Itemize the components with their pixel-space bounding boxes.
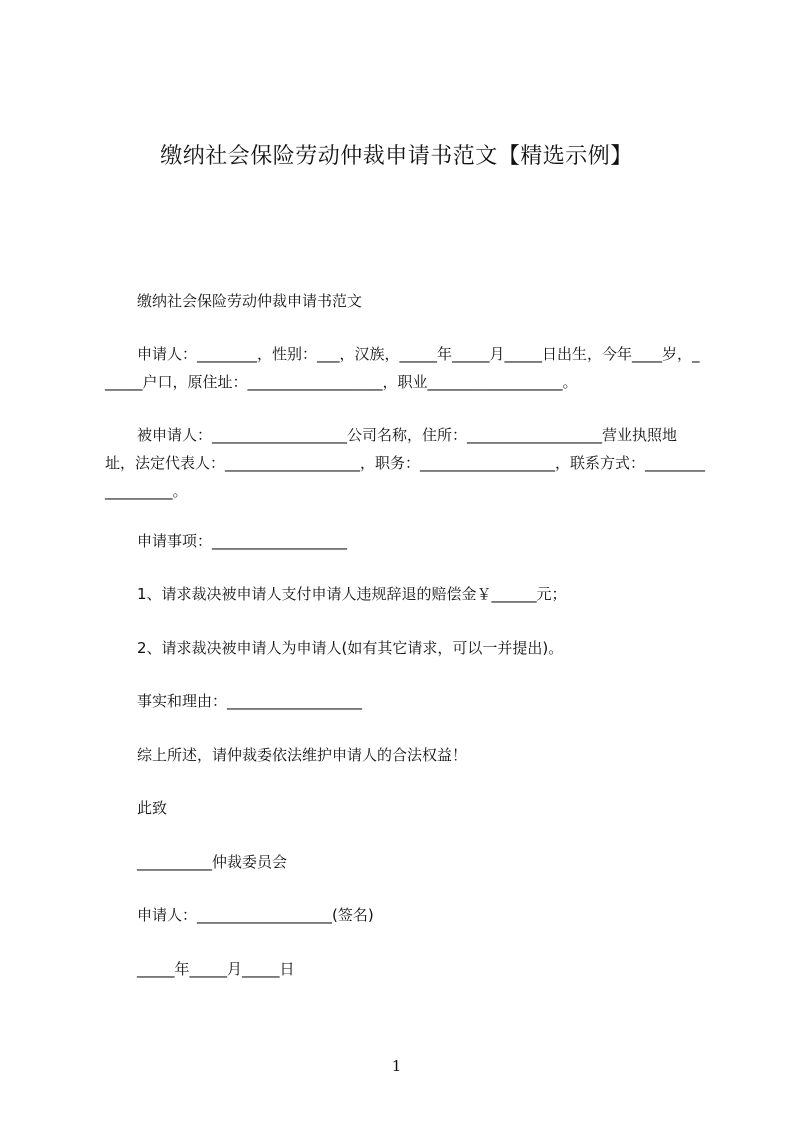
date-line: _____年_____月_____日 bbox=[137, 960, 295, 978]
request-item-1: 1、请求裁决被申请人支付申请人违规辞退的赔偿金￥______元； bbox=[137, 585, 567, 603]
committee-line: __________仲裁委员会 bbox=[137, 853, 288, 871]
applicant-info-paragraph: 申请人：________，性别：___，汉族，_____年_____月_____日出生，今年____岁，______户口，原住址：__________________，职业__________________。 bbox=[105, 345, 700, 391]
document-title: 缴纳社会保险劳动仲裁申请书范文【精选示例】 bbox=[160, 144, 633, 169]
salutation: 此致 bbox=[137, 799, 168, 817]
subtitle-paragraph: 缴纳社会保险劳动仲裁申请书范文 bbox=[137, 292, 363, 310]
conclusion-paragraph: 综上所述，请仲裁委依法维护申请人的合法权益！ bbox=[137, 746, 468, 764]
request-item-2: 2、请求裁决被申请人为申请人(如有其它请求，可以一并提出)。 bbox=[137, 639, 564, 657]
signature-line: 申请人：__________________(签名) bbox=[137, 906, 374, 924]
page-number: 1 bbox=[391, 1057, 402, 1075]
respondent-info-paragraph: 被申请人：__________________公司名称，住所：__________________营业执照地址，法定代表人：__________________，职务：__________________，联系方式：_________________。 bbox=[105, 426, 706, 500]
facts-reasons-paragraph: 事实和理由：__________________ bbox=[137, 692, 363, 710]
request-items-paragraph: 申请事项：__________________ bbox=[137, 532, 348, 550]
